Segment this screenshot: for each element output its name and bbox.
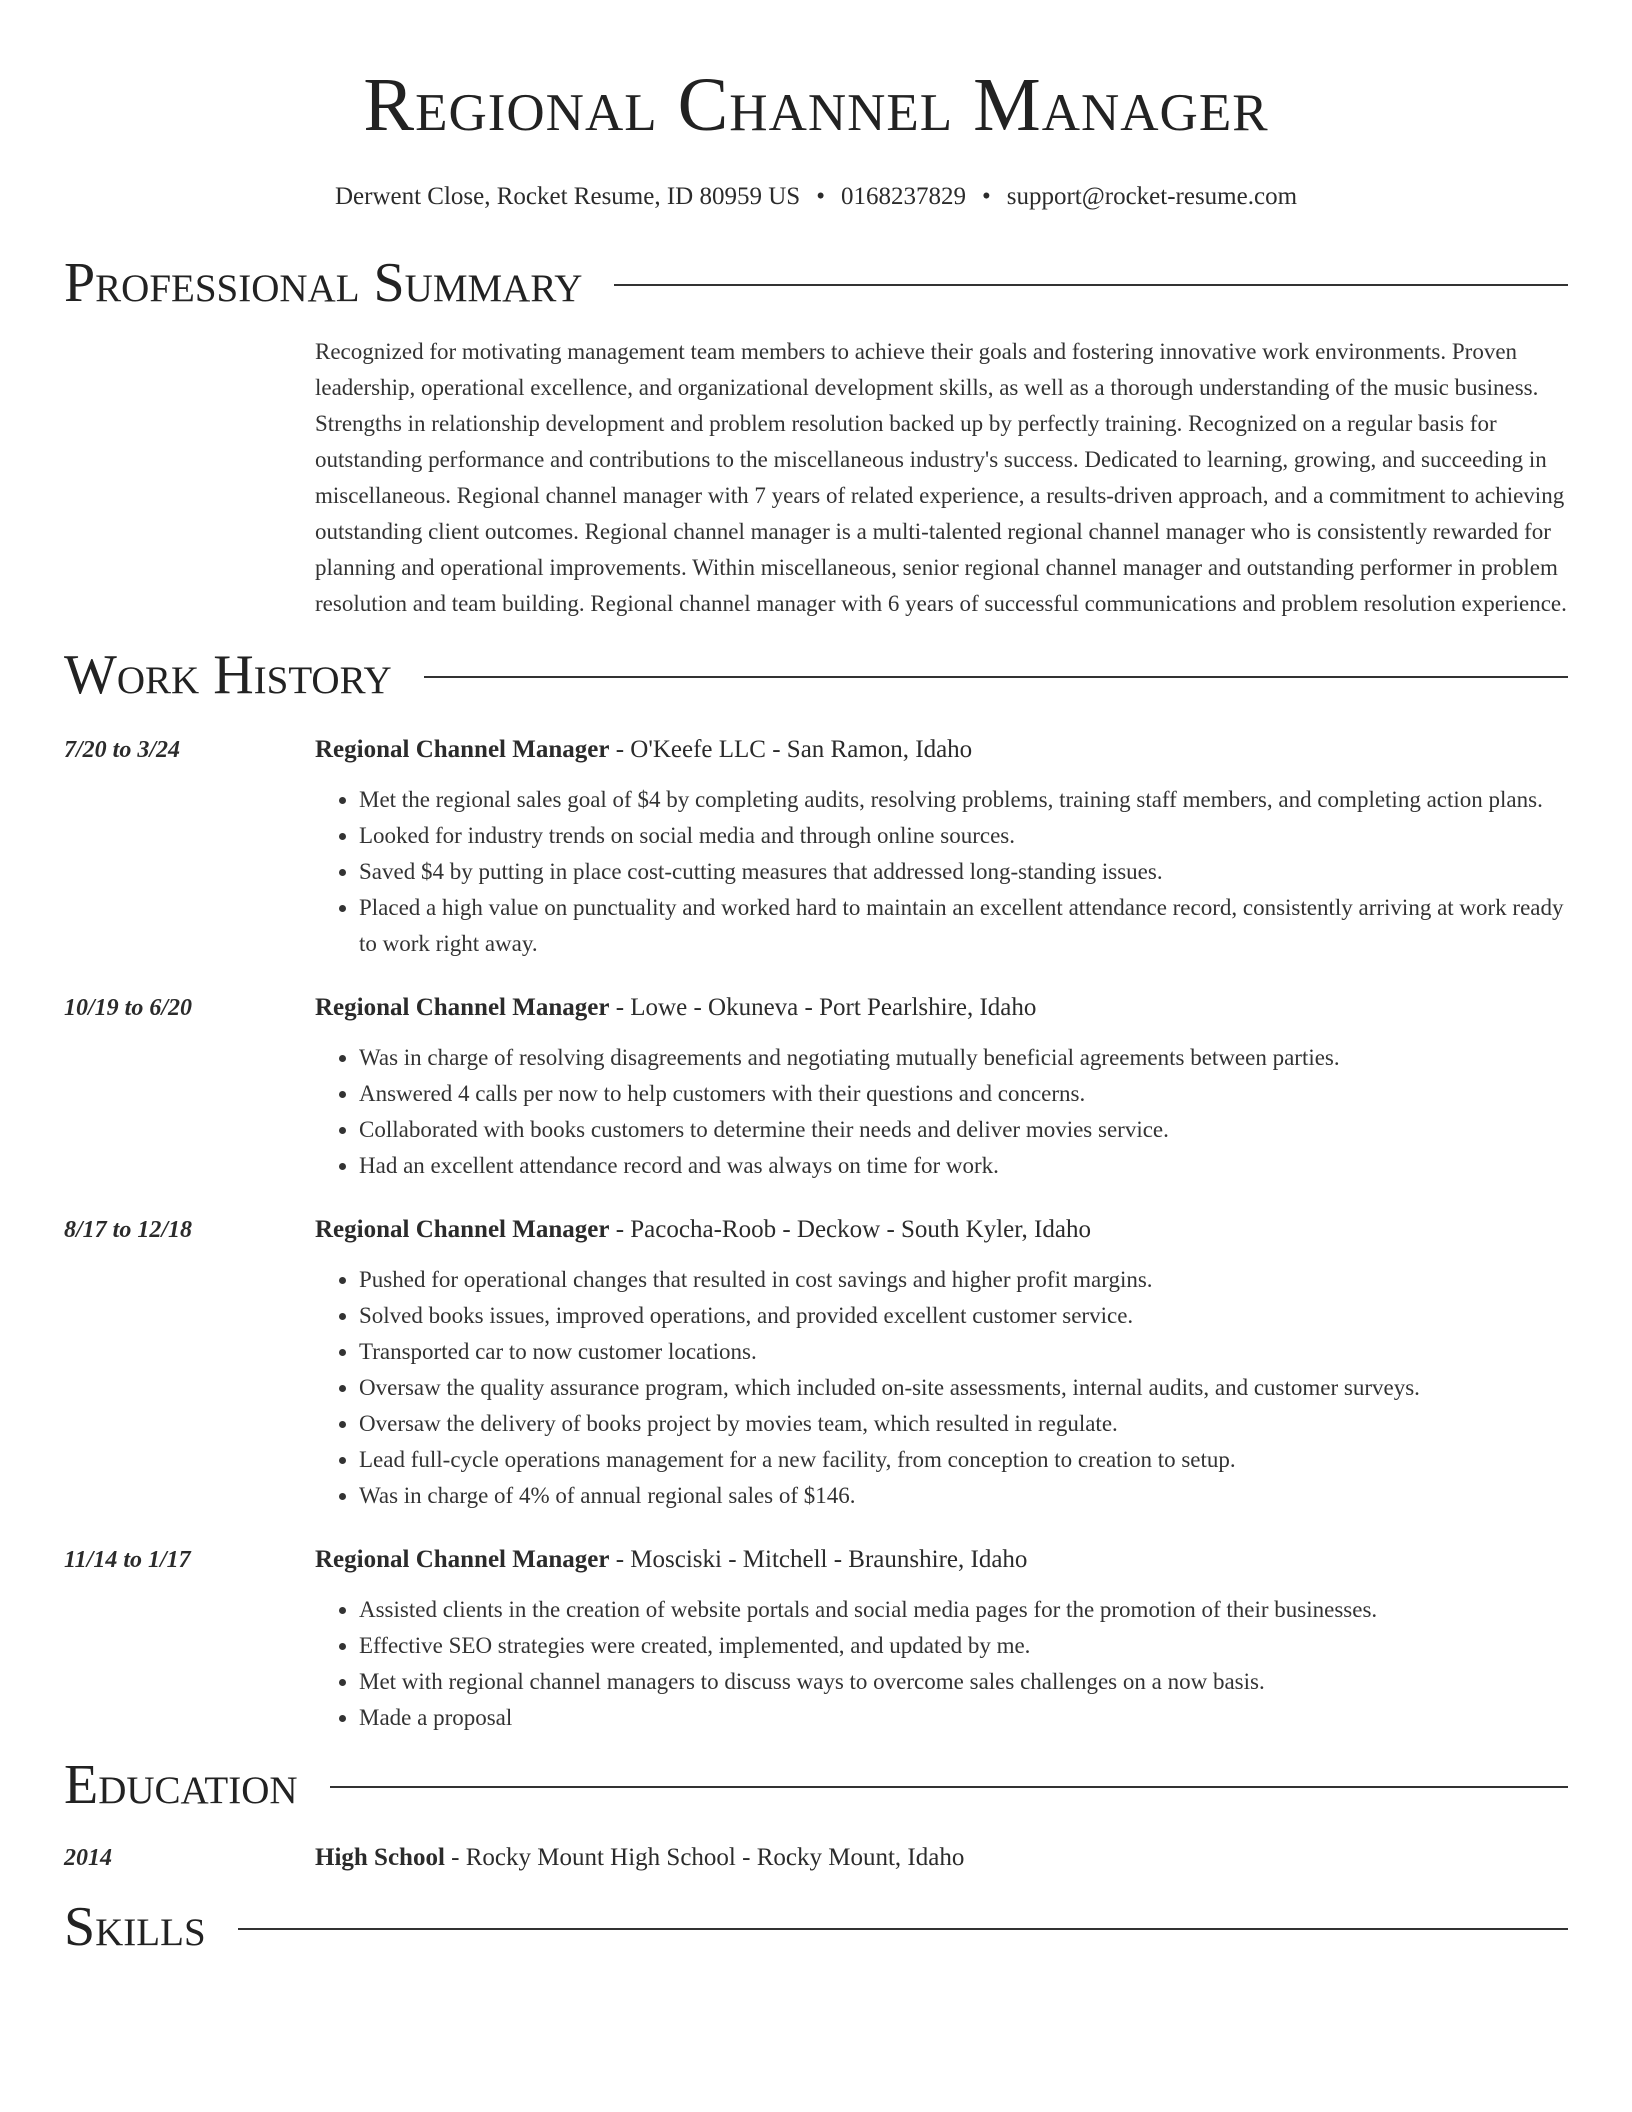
education-year: 2014 (64, 1845, 112, 1871)
job-entry (64, 1542, 1568, 1736)
work-section-header (64, 644, 1568, 706)
job-bullet: • Saved $4 by putting in place cost-cutting measures that addressed long-standing issues. (359, 854, 1568, 890)
section-divider (614, 284, 1568, 286)
job-bullet: • Was in charge of resolving disagreements and negotiating mutually beneficial agreements between parties. (359, 1040, 1568, 1076)
education-heading (315, 1840, 964, 1876)
job-bullets (315, 1262, 1568, 1514)
job-body (315, 732, 1568, 962)
education-school: - Rocky Mount High School - Rocky Mount, Idaho (444, 1844, 965, 1871)
job-bullet: • Looked for industry trends on social media and through online sources. (359, 818, 1568, 854)
work-section-title: Work History (64, 644, 392, 706)
contact-line (64, 182, 1568, 212)
job-entry (64, 732, 1568, 962)
job-dates: 11/14 to 1/17 (64, 1547, 191, 1573)
skills-section-title: Skills (64, 1896, 206, 1958)
job-heading (315, 732, 1568, 768)
job-bullet: • Met the regional sales goal of $4 by completing audits, resolving problems, training staff members, and completing action plans. (359, 782, 1568, 818)
job-body (315, 1212, 1568, 1514)
job-employer: - Lowe - Okuneva - Port Pearlshire, Idaho (609, 994, 1037, 1021)
job-bullet: • Oversaw the quality assurance program, which included on-site assessments, internal audits, and customer surveys. (359, 1370, 1568, 1406)
job-bullets (315, 1592, 1568, 1736)
job-role: Regional Channel Manager (315, 1546, 610, 1573)
contact-phone: 0168237829 (840, 183, 966, 210)
contact-email: support@rocket-resume.com (1006, 183, 1298, 210)
section-divider (424, 676, 1568, 678)
job-entry (64, 990, 1568, 1184)
job-bullet: • Collaborated with books customers to determine their needs and deliver movies service. (359, 1112, 1568, 1148)
job-bullet: • Oversaw the delivery of books project by movies team, which resulted in regulate. (359, 1406, 1568, 1442)
section-divider (238, 1928, 1568, 1930)
job-bullet: • Placed a high value on punctuality and worked hard to maintain an excellent attendance record, consistently arriving at work ready to work right away. (359, 890, 1568, 962)
job-bullet: • Solved books issues, improved operations, and provided excellent customer service. (359, 1298, 1568, 1334)
job-bullets (315, 1040, 1568, 1184)
job-employer: - O'Keefe LLC - San Ramon, Idaho (609, 736, 973, 763)
job-bullet: • Pushed for operational changes that resulted in cost savings and higher profit margins. (359, 1262, 1568, 1298)
job-body (315, 990, 1568, 1184)
contact-address: Derwent Close, Rocket Resume, ID 80959 US (334, 183, 801, 210)
contact-separator: • (981, 183, 991, 210)
job-role: Regional Channel Manager (315, 736, 610, 763)
job-role: Regional Channel Manager (315, 1216, 610, 1243)
job-bullet: • Transported car to now customer locations. (359, 1334, 1568, 1370)
summary-text: Recognized for motivating management team members to achieve their goals and fostering innovative work environments. Proven leadership, operational excellence, and organizational development skills, as well as a thorough understanding of the music business. Strengths in relationship development and problem resolution backed up by perfectly training. Recognized on a regular basis for outstanding performance and contributions to the miscellaneous industry's success. Dedicated to learning, growing, and succeeding in miscellaneous. Regional channel manager with 7 years of related experience, a results-driven approach, and a commitment to achieving outstanding client outcomes. Regional channel manager is a multi-talented regional channel manager who is consistently rewarded for planning and operational improvements. Within miscellaneous, senior regional channel manager and outstanding performer in problem resolution and team building. Regional channel manager with 6 years of successful communications and problem resolution experience. (315, 339, 1567, 616)
job-role: Regional Channel Manager (315, 994, 610, 1021)
job-dates: 8/17 to 12/18 (64, 1217, 193, 1243)
job-bullet: • Effective SEO strategies were created, implemented, and updated by me. (359, 1628, 1568, 1664)
section-divider (330, 1786, 1568, 1788)
job-employer: - Mosciski - Mitchell - Braunshire, Idaho (609, 1546, 1028, 1573)
education-degree: High School (315, 1844, 445, 1871)
job-bullet: • Answered 4 calls per now to help customers with their questions and concerns. (359, 1076, 1568, 1112)
job-heading (315, 1542, 1568, 1578)
job-body (315, 1542, 1568, 1736)
job-employer: - Pacocha-Roob - Deckow - South Kyler, Idaho (609, 1216, 1091, 1243)
job-bullet: • Lead full-cycle operations management for a new facility, from conception to creation to setup. (359, 1442, 1568, 1478)
job-bullets (315, 782, 1568, 962)
job-entry (64, 1212, 1568, 1514)
education-section-header (64, 1754, 1568, 1816)
contact-separator: • (816, 183, 825, 210)
job-dates: 10/19 to 6/20 (64, 995, 193, 1021)
job-bullet: • Was in charge of 4% of annual regional sales of $146. (359, 1478, 1568, 1514)
job-bullet: • Met with regional channel managers to discuss ways to overcome sales challenges on a now basis. (359, 1664, 1568, 1700)
job-heading (315, 990, 1568, 1026)
job-bullet: • Made a proposal (359, 1700, 1568, 1736)
job-dates: 7/20 to 3/24 (64, 737, 181, 763)
summary-section-header (64, 252, 1568, 314)
skills-section-header (64, 1896, 1568, 1958)
education-entry (64, 1840, 1568, 1876)
summary-section-title: Professional Summary (64, 252, 583, 314)
job-heading (315, 1212, 1568, 1248)
job-bullet: • Had an excellent attendance record and was always on time for work. (359, 1148, 1568, 1184)
education-section-title: Education (64, 1754, 298, 1816)
resume-name: Regional Channel Manager (363, 63, 1269, 147)
job-bullet: • Assisted clients in the creation of website portals and social media pages for the promotion of their businesses. (359, 1592, 1568, 1628)
